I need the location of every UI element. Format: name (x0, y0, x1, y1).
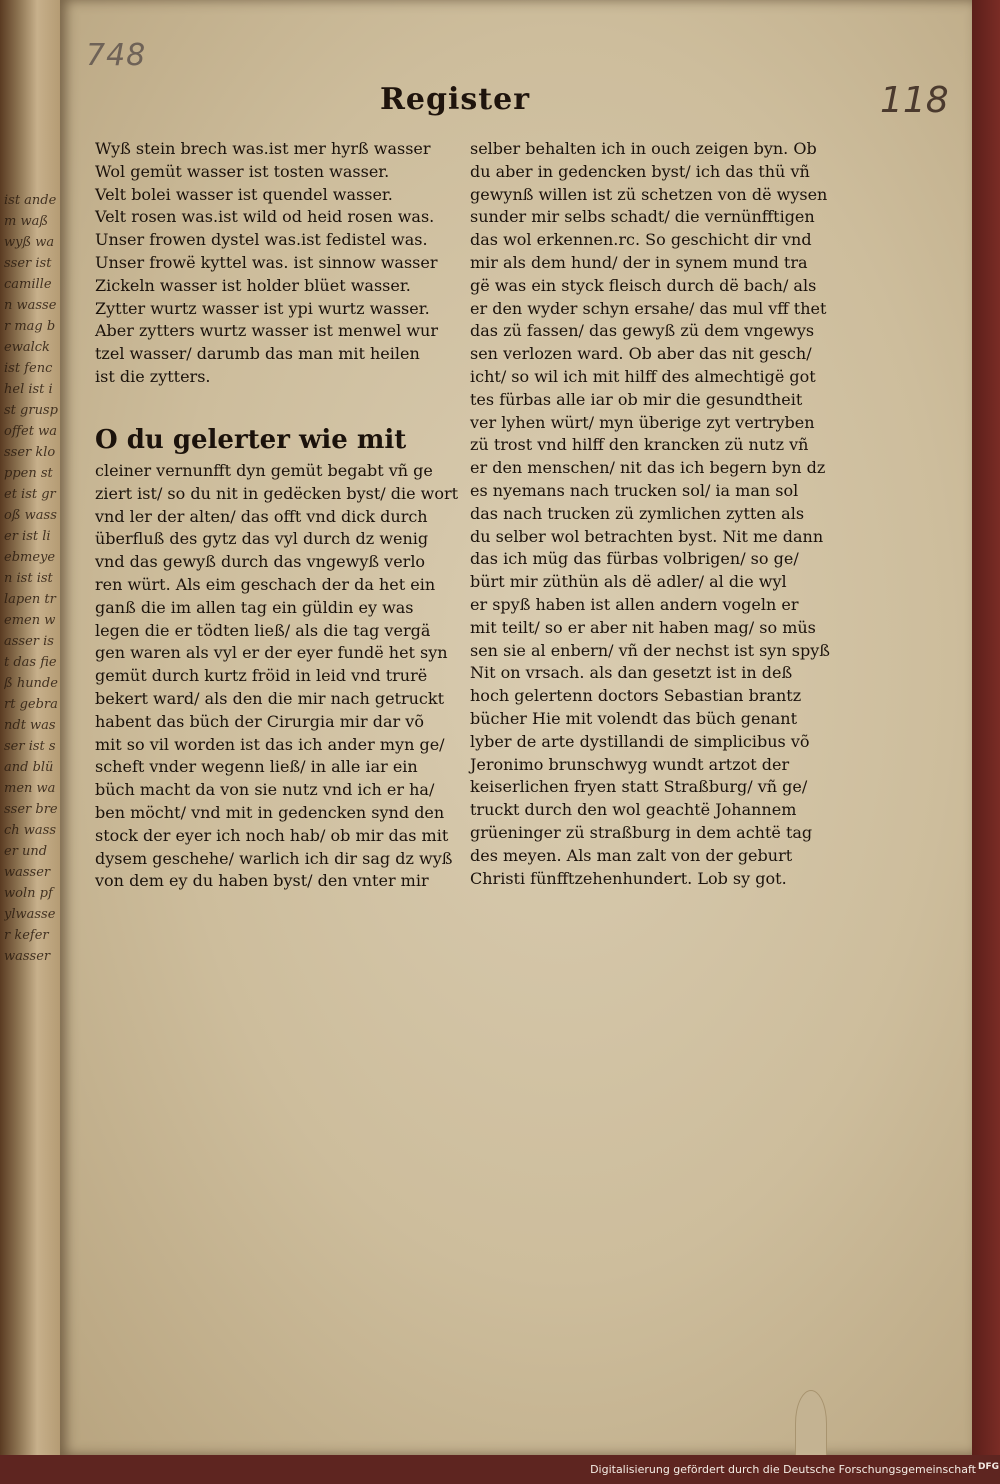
text-line: zü trost vnd hilff den krancken zü nutz vñ (470, 435, 809, 455)
text-line: truckt durch den wol geachtë Johannem (470, 800, 797, 820)
text-line: des meyen. Als man zalt von der geburt (470, 845, 793, 865)
text-line: legen die er tödten ließ/ als die tag vergä (95, 620, 431, 640)
text-line: selber behalten ich in ouch zeigen byn. Ob (470, 139, 817, 158)
text-line: lyber de arte dystillandi de simplicibus võ (470, 731, 810, 751)
text-line: sunder mir selbs schadt/ die vernünfftigen (470, 207, 815, 227)
text-line: grüeninger zü straßburg in dem achtë tag (470, 822, 813, 842)
text-line: vnd ler der alten/ das offt vnd dick durch (95, 506, 428, 526)
text-line: dysem geschehe/ warlich ich dir sag dz wyß (95, 848, 453, 868)
text-line: ganß die im allen tag ein güldin ey was (95, 597, 414, 617)
text-line: habent das büch der Cirurgia mir dar võ (95, 711, 424, 731)
text-line: gemüt durch kurtz fröid in leid vnd trurë (95, 666, 428, 686)
left-column-body (95, 460, 458, 893)
text-line: von dem ey du haben byst/ den vnter mir (95, 871, 429, 891)
text-line: bekert ward/ als den die mir nach getruckt (95, 688, 445, 708)
text-line: büch macht da von sie nutz vnd ich er ha/ (95, 780, 435, 800)
text-line: ren würt. Als eim geschach der da het ein (95, 574, 436, 594)
text-line: überfluß des gytz das vyl durch dz wenig (95, 529, 429, 549)
text-line: gë was ein styck fleisch durch dë bach/ als (470, 275, 817, 295)
section-heading: O du gelerter wie mit (95, 425, 407, 455)
text-line: mir als dem hund/ der in synem mund tra (470, 252, 808, 272)
footer-credit: Digitalisierung gefördert durch die Deutsche Forschungsgemeinschaft (590, 1463, 976, 1476)
text-line: Aber zytters wurtz wasser ist menwel wur (95, 321, 438, 341)
text-line: das nach trucken zü zymlichen zytten als (470, 503, 805, 523)
text-line: vnd das gewyß durch das vngewyß verlo (95, 552, 426, 572)
text-line: Jeronimo brunschwyg wundt artzot der (470, 754, 790, 774)
text-line: ziert ist/ so du nit in gedëcken byst/ die wort (95, 483, 459, 503)
text-line: keiserlichen fryen statt Straßburg/ vñ ge/ (470, 777, 808, 797)
text-line: Nit on vrsach. als dan gesetzt ist in deß (470, 663, 793, 683)
text-line: sen sie al enbern/ vñ der nechst ist syn spyß (470, 640, 830, 660)
adjacent-page-fragment: ist andem waß wyß wasser ist camillen wasser mag bewalck ist fenchel ist ist gruspoffet wasser kloppen stet ist groß wasser ist liebmeyen ist ist lapen tremen wasser ist das fieß hundert gebrandt wasser ist sand blümen wasser brech wasser und wasser woln pfylwasser keferwasser (4, 193, 58, 964)
text-line: bücher Hie mit volendt das büch genant (470, 708, 798, 728)
handwritten-folio-right: 118 (880, 80, 949, 121)
text-line: Zytter wurtz wasser ist ypi wurtz wasser. (95, 298, 430, 318)
text-line: Velt rosen was.ist wild od heid rosen was. (95, 207, 435, 227)
dfg-logo-icon: DFG (978, 1462, 1000, 1472)
text-line: gewynß willen ist zü schetzen von dë wysen (470, 184, 828, 204)
text-line: mit so vil worden ist das ich ander myn ge/ (95, 734, 445, 754)
text-line: hoch gelertenn doctors Sebastian brantz (470, 686, 802, 706)
page-right-margin (972, 0, 1000, 1455)
text-line: es nyemans nach trucken sol/ ia man sol (470, 480, 799, 500)
text-line: Zickeln wasser ist holder blüet wasser. (95, 275, 411, 295)
handwritten-folio-left: 748 (86, 38, 147, 73)
text-line: gen waren als vyl er der eyer fundë het syn (95, 643, 448, 663)
right-column (470, 138, 830, 890)
text-line: tzel wasser/ darumb das man mit heilen (95, 344, 420, 364)
text-line: ver lyhen würt/ myn überige zyt vertryben (470, 412, 815, 432)
text-line: Christi fünfftzehenhundert. Lob sy got. (470, 868, 787, 888)
text-line: Wyß stein brech was.ist mer hyrß wasser (95, 139, 431, 158)
text-line: das wol erkennen.rc. So geschicht dir vnd (470, 230, 812, 250)
text-line: Velt bolei wasser ist quendel wasser. (95, 184, 393, 204)
text-line: Unser frowen dystel was.ist fedistel was. (95, 230, 428, 250)
text-line: ist die zytters. (95, 366, 211, 386)
text-line: scheft vnder wegenn ließ/ in alle iar ein (95, 757, 418, 777)
text-line: sen verlozen ward. Ob aber das nit gesch/ (470, 344, 812, 364)
text-line: mit teilt/ so er aber nit haben mag/ so müs (470, 617, 816, 637)
page-tear (795, 1390, 827, 1457)
text-line: er den wyder schyn ersahe/ das mul vff thet (470, 298, 827, 318)
text-line: er spyß haben ist allen andern vogeln er (470, 594, 799, 614)
text-line: Wol gemüt wasser ist tosten wasser. (95, 161, 390, 181)
text-line: cleiner vernunfft dyn gemüt begabt vñ ge (95, 461, 433, 480)
running-head: Register (380, 82, 531, 117)
text-line: das ich müg das fürbas volbrigen/ so ge/ (470, 549, 799, 569)
text-line: bürt mir züthün als dë adler/ al die wyl (470, 572, 787, 592)
left-column-top (95, 138, 440, 389)
text-line: icht/ so wil ich mit hilff des almechtigë got (470, 366, 816, 386)
text-line: tes fürbas alle iar ob mir die gesundtheit (470, 389, 803, 409)
text-line: du aber in gedencken byst/ ich das thü vñ (470, 161, 810, 181)
text-line: das zü fassen/ das gewyß zü dem vngewys (470, 321, 815, 341)
text-line: stock der eyer ich noch hab/ ob mir das mit (95, 825, 449, 845)
text-line: er den menschen/ nit das ich begern byn dz (470, 458, 826, 478)
text-line: ben möcht/ vnd mit in gedencken synd den (95, 802, 445, 822)
text-line: du selber wol betrachten byst. Nit me dann (470, 526, 824, 546)
text-line: Unser frowë kyttel was. ist sinnow wasser (95, 252, 438, 272)
